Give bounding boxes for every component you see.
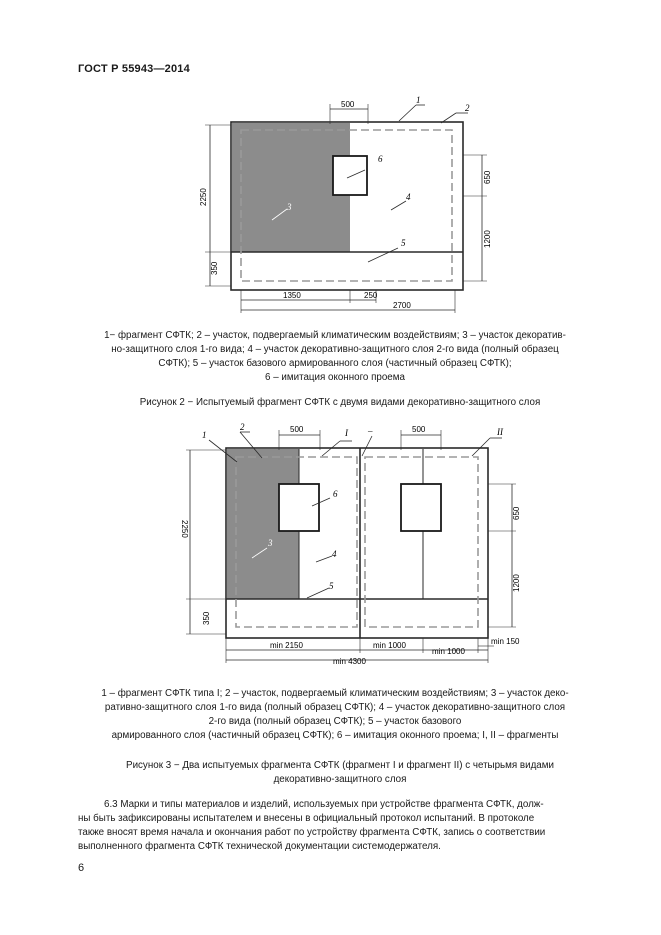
figure-3-drawing: [0, 420, 661, 670]
fig3-legend-line: армированного слоя (частичный образец СФТК); 6 – имитация оконного проема; I, II – фрагменты: [111, 730, 559, 741]
fig2-legend-line: 6 – имитация оконного проема: [265, 372, 405, 383]
figure-2-legend: [70, 329, 600, 385]
fig3-title-line: декоративно-защитного слоя: [273, 774, 407, 785]
fig3-dim-right-upper: 650: [512, 506, 521, 520]
fig3-dim-bottom-d: min 150: [491, 637, 520, 646]
fig3-marker-6: 6: [333, 489, 338, 499]
fig3-legend-line: 1 – фрагмент СФТК типа I; 2 – участок, подвергаемый климатическим воздействиям; 3 – участок деко-: [101, 688, 569, 699]
section-6-3-paragraph: [78, 798, 616, 854]
document-header: ГОСТ Р 55943—2014: [78, 63, 190, 75]
fig2-dim-bottom-a: 1350: [283, 291, 301, 300]
paragraph-line: выполненного фрагмента СФТК технической документации системодержателя.: [78, 841, 441, 852]
fig3-marker-II: II: [497, 427, 503, 437]
fig3-marker-I: I: [345, 428, 348, 438]
fig3-marker-3: 3: [268, 538, 273, 548]
fig2-legend-line: 1− фрагмент СФТК; 2 – участок, подвергаемый климатическим воздействиям; 3 – участок декоратив-: [104, 330, 566, 341]
fig2-dim-bottom-total: 2700: [393, 301, 411, 310]
fig3-dim-left-bottom: 350: [202, 611, 211, 625]
fig2-marker-4: 4: [406, 192, 411, 202]
figure-2-title: Рисунок 2 − Испытуемый фрагмент СФТК с двумя видами декоративно-защитного слоя: [139, 397, 541, 408]
fig3-title-line: Рисунок 3 − Два испытуемых фрагмента СФТК (фрагмент I и фрагмент II) с четырьмя видами: [126, 760, 554, 771]
page-number: 6: [78, 862, 85, 874]
fig2-marker-6: 6: [378, 154, 383, 164]
fig3-marker-1: 1: [202, 430, 207, 440]
fig3-dim-bottom-a: min 2150: [270, 641, 303, 650]
fig2-dim-left-total: 2250: [199, 188, 208, 206]
fig3-dim-top-a: 500: [290, 425, 304, 434]
fig3-marker-4: 4: [332, 549, 337, 559]
fig2-dim-right-lower: 1200: [483, 230, 492, 248]
fig2-dim-left-bottom: 350: [210, 261, 219, 275]
fig3-dim-right-lower: 1200: [512, 574, 521, 592]
fig2-marker-1: 1: [416, 95, 421, 105]
fig3-dim-bottom-c: min 1000: [432, 647, 465, 656]
fig3-dim-top-b: 500: [412, 425, 426, 434]
fig2-marker-5: 5: [401, 238, 406, 248]
fig2-marker-3: 3: [287, 202, 292, 212]
fig2-dim-right-upper: 650: [483, 170, 492, 184]
fig3-marker-5: 5: [329, 581, 334, 591]
fig3-legend-line: ративно-защитного слоя 1-го вида (полный образец СФТК); 4 – участок декоративно-защитного слоя: [104, 702, 566, 713]
fig3-legend-line: 2-го вида (полный образец СФТК); 5 – участок базового: [208, 716, 462, 727]
fig3-dim-bottom-b: min 1000: [373, 641, 406, 650]
fig3-marker-2: 2: [240, 422, 245, 432]
fig2-dim-bottom-b: 250: [364, 291, 378, 300]
paragraph-line: также вносят время начала и окончания работ по устройству фрагмента СФТК, запись о соответствии: [78, 827, 546, 838]
figure-3-title: [60, 759, 620, 787]
fig3-marker-dash: –: [368, 426, 373, 436]
fig2-dim-top: 500: [341, 100, 355, 109]
fig3-dim-left-total: 2250: [180, 520, 189, 538]
fig2-legend-line: СФТК); 5 – участок базового армированного слоя (частичный образец СФТК);: [158, 358, 512, 369]
paragraph-line: ны быть зафиксированы испытателем и внесены в официальный протокол испытаний. В протоколе: [78, 813, 535, 824]
fig2-legend-line: но-защитного слоя 1-го вида; 4 – участок декоративно-защитного слоя 2-го вида (полный образец: [111, 344, 559, 355]
paragraph-line: [78, 798, 616, 812]
fig2-marker-2: 2: [465, 103, 470, 113]
paragraph-line-text: 6.3 Марки и типы материалов и изделий, используемых при устройстве фрагмента СФТК, долж-: [104, 799, 544, 810]
fig3-dim-bottom-total: min 4300: [333, 657, 366, 666]
figure-3-legend: [70, 687, 600, 743]
figure-2-drawing: [0, 92, 661, 314]
